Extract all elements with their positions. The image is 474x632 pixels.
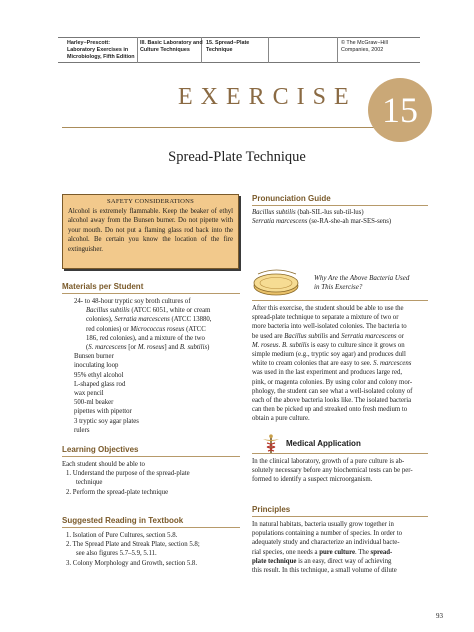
materials-item: rulers	[74, 426, 90, 434]
cultures-line: (ATCC 6051, white or cream	[129, 307, 211, 315]
organism-name: B. subtilis	[179, 344, 208, 352]
why-line: simple medium (e.g., tryptic soy agar) and produces dull	[252, 351, 406, 359]
reading-rule	[62, 527, 240, 528]
objective-item: technique	[76, 479, 103, 487]
why-line: After this exercise, the student should be able to use the	[252, 305, 404, 312]
why-line: or	[396, 332, 404, 340]
principles-line: adequately study and characterize an individual bacte-	[252, 539, 400, 547]
exercise-label: EXERCISE	[178, 84, 357, 110]
medical-heading: Medical Application	[286, 439, 361, 448]
why-text	[252, 304, 432, 424]
objective-item: 2. Perform the spread-plate technique	[66, 488, 169, 496]
cultures-line: )	[207, 344, 210, 352]
header-part-title: III. Basic Laboratory and Culture Techniques	[140, 40, 203, 53]
pronunciation-list	[252, 208, 432, 226]
why-line: spread-plate technique to separate a mixture of two or	[252, 314, 399, 322]
objectives-intro: Each student should be able to	[62, 461, 145, 468]
exercise-rule	[62, 127, 408, 128]
cultures-line: (ATCC	[184, 325, 206, 333]
reading-heading: Suggested Reading in Textbook	[62, 516, 184, 525]
why-line: white to cream colonies that are easy to see.	[252, 360, 374, 368]
materials-item: pipettes with pipettor	[74, 408, 132, 416]
medical-rule	[252, 453, 428, 454]
organism-name: Serratia marcescens	[252, 218, 308, 226]
organism-name: Bacillus subtilis	[284, 332, 328, 340]
cultures-line: colonies),	[86, 316, 115, 324]
principles-line: this result. In this technique, a small volume of dilute	[252, 567, 397, 575]
why-line: phology, the student can see what a well-isolated colony of	[252, 387, 413, 395]
safety-box	[62, 194, 239, 269]
principles-line: . The	[355, 548, 371, 556]
safety-text: Alcohol is extremely flammable. Keep the beaker of ethyl alcohol away from the Bunsen burner. Do not pipette with your mouth. Do not put a flaming glass rod back into the alcohol. Be certain you know the location of the fire extinguisher.	[68, 208, 233, 253]
objectives-list	[62, 460, 240, 497]
reading-list	[66, 531, 244, 568]
caduceus-icon	[262, 434, 280, 454]
medical-line: solutely necessary before any biochemical tests can be per-	[252, 467, 413, 475]
petri-dish-icon	[252, 268, 308, 298]
cultures-line: ] and	[164, 344, 180, 352]
principles-heading: Principles	[252, 505, 291, 514]
cultures-line: (ATCC 13880,	[169, 316, 212, 324]
why-line: each of the above bacteria looks like. The isolated bacteria	[252, 397, 412, 405]
key-term: spread-	[370, 548, 393, 556]
why-line: and	[327, 332, 342, 340]
organism-name: B. subtilis	[281, 341, 310, 349]
why-line: pink, or magenta colonies. By using color and colony mor-	[252, 378, 413, 386]
why-line: is easy to culture since it grows on	[309, 341, 405, 349]
principles-line: is an easy, direct way of achieving	[296, 557, 392, 565]
cultures-line: 24- to 48-hour tryptic soy broth cultures of	[74, 298, 191, 305]
principles-line: In natural habitats, bacteria usually grow together in	[252, 521, 394, 528]
principles-line: rial species, one needs a	[252, 548, 320, 556]
exercise-number-badge: 15	[368, 78, 432, 142]
medical-text	[252, 457, 432, 485]
objectives-heading: Learning Objectives	[62, 445, 139, 454]
header-book-title: Harley−Prescott: Laboratory Exercises in Microbiology, Fifth Edition	[67, 40, 135, 60]
why-line: be used are	[252, 332, 285, 340]
materials-rule	[62, 293, 240, 294]
why-line: .	[278, 341, 282, 349]
why-line: can then be picked up and streaked onto fresh medium to	[252, 406, 408, 414]
materials-item: 500-ml beaker	[74, 399, 114, 407]
why-rule	[252, 300, 428, 301]
why-line: was used in the last experiment and produces large red,	[252, 369, 403, 377]
materials-item: Bunsen burner	[74, 353, 114, 361]
organism-name: M. roseus	[252, 341, 279, 349]
principles-text	[252, 520, 434, 575]
medical-line: formed to identify a suspect microorganism.	[252, 476, 373, 484]
principles-line: populations containing a number of species. In order to	[252, 530, 403, 538]
cultures-line: red colonies) or	[86, 325, 131, 333]
reading-item: 1. Isolation of Pure Cultures, section 5.8.	[66, 532, 178, 539]
organism-name: Bacillus subtilis	[252, 209, 296, 216]
header-divider	[268, 37, 269, 63]
key-term: pure culture	[319, 548, 355, 556]
organism-name: Serratia marcescens	[341, 332, 397, 340]
pronunciation-rule	[252, 205, 428, 206]
why-line: obtain a pure culture.	[252, 415, 310, 423]
cultures-line: [or	[126, 344, 138, 352]
objectives-rule	[62, 456, 240, 457]
why-heading	[314, 274, 444, 292]
pronunciation-text: (se-RA-she-ah mar-SES-sens)	[307, 218, 392, 226]
materials-heading: Materials per Student	[62, 282, 144, 291]
header-top-rule	[58, 37, 420, 38]
reading-item: see also figures 5.7–5.9, 5.11.	[76, 550, 157, 558]
materials-item: wax pencil	[74, 390, 104, 398]
reading-item: 3. Colony Morphology and Growth, section 5.8.	[66, 559, 198, 567]
organism-name: Bacillus subtilis	[86, 307, 130, 315]
organism-name: S. marcescens	[373, 360, 412, 368]
header-divider	[337, 37, 338, 63]
materials-item: 3 tryptic soy agar plates	[74, 417, 139, 425]
organism-name: Serratia marcescens	[114, 316, 170, 324]
organism-name: M. roseus	[137, 344, 165, 352]
materials-cultures	[74, 297, 244, 435]
header-chapter-title: 15. Spread−Plate Technique	[206, 40, 250, 53]
header-copyright: © The McGraw−Hill Companies, 2002	[341, 40, 388, 53]
objective-item: 1. Understand the purpose of the spread-plate	[66, 470, 190, 478]
page-title: Spread-Plate Technique	[168, 149, 306, 165]
key-term: plate technique	[252, 557, 297, 565]
why-heading-line: Why Are the Above Bacteria Used	[314, 274, 410, 282]
cultures-line: (	[86, 344, 89, 352]
medical-line: In the clinical laboratory, growth of a pure culture is ab-	[252, 458, 405, 465]
page-number: 93	[436, 612, 443, 620]
materials-item: L-shaped glass rod	[74, 380, 126, 388]
principles-rule	[252, 516, 428, 517]
reading-item: 2. The Spread Plate and Streak Plate, section 5.8;	[66, 541, 200, 549]
materials-item: 95% ethyl alcohol	[74, 371, 124, 379]
organism-name: S. marcescens	[88, 344, 127, 352]
why-line: more bacteria into well-isolated colonies. The bacteria to	[252, 323, 407, 331]
why-heading-line: in This Exercise?	[314, 283, 363, 291]
pronunciation-text: (bah-SIL-lus sub-til-lus)	[295, 209, 364, 216]
cultures-line: 186, red colonies), and a mixture of the two	[86, 334, 205, 342]
safety-heading: SAFETY CONSIDERATIONS	[107, 198, 194, 205]
header-bottom-rule	[58, 62, 420, 63]
pronunciation-heading: Pronunciation Guide	[252, 194, 331, 203]
organism-name: Micrococcus roseus	[130, 325, 185, 333]
materials-item: inoculating loop	[74, 362, 119, 370]
header-divider	[137, 37, 138, 63]
